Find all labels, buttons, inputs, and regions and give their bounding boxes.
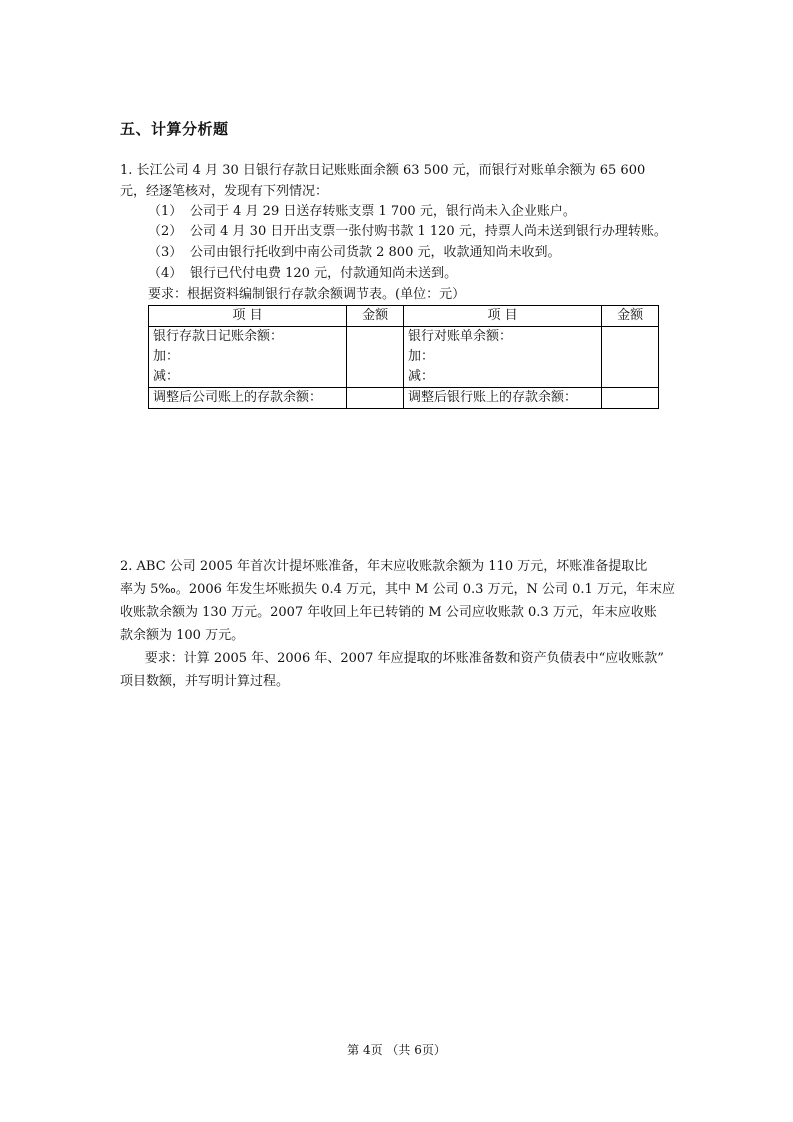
item-text: 银行已代付电费 120 元，付款通知尚未送到。 [190, 266, 458, 281]
table-header-cell: 项 目 [149, 306, 347, 327]
question-2 [120, 555, 675, 693]
item-text: 公司由银行托收到中南公司货款 2 800 元，收款通知尚未收到。 [190, 245, 561, 260]
item-text: 公司于 4 月 29 日送存转账支票 1 700 元，银行尚未入企业账户。 [190, 204, 576, 219]
item-number: （3） [148, 245, 183, 260]
question-2-line: 要求：计算 2005 年、2006 年、2007 年应提取的坏账准备数和资产负债表中“应收账款” [120, 651, 664, 666]
question-2-line: 款余额为 100 万元。 [120, 628, 245, 643]
question-1-requirement: 要求：根据资料编制银行存款余额调节表。(单位：元） [148, 287, 466, 302]
bank-reconciliation-table [148, 305, 659, 409]
cell-line: 加： [407, 349, 434, 364]
question-2-line: 收账款余额为 130 万元。2007 年收回上年已转销的 M 公司应收账款 0.3 万元，年末应收账 [120, 605, 657, 620]
item-text: 公司 4 月 30 日开出支票一张付购书款 1 120 元，持票人尚未送到银行办理转账。 [190, 224, 667, 239]
question-2-line: 项目数额，并写明计算过程。 [120, 674, 290, 689]
page-footer: 第 4页 （共 6页） [347, 1043, 446, 1057]
table-cell-amount [347, 388, 404, 409]
question-1-intro-line-1: 1. 长江公司 4 月 30 日银行存款日记账账面余额 63 500 元，而银行对账单余额为 65 600 [120, 163, 646, 178]
table-row [149, 327, 659, 388]
question-2-line: 率为 5‰。2006 年发生坏账损失 0.4 万元，其中 M 公司 0.3 万元，N 公司 0.1 万元，年末应 [120, 582, 675, 597]
cell-line: 银行存款日记账余额： [153, 329, 284, 344]
cell-line: 减： [153, 369, 180, 384]
table-cell-bank-side [403, 327, 601, 388]
table-header-row [149, 306, 659, 327]
table-cell-amount [347, 327, 404, 388]
section-title: 五、计算分析题 [120, 120, 229, 138]
item-number: （2） [148, 224, 183, 239]
question-1-item [148, 202, 576, 222]
table-header-cell: 金额 [347, 306, 404, 327]
cell-line: 加： [153, 349, 180, 364]
table-cell-amount [602, 388, 659, 409]
table-header-cell: 项 目 [403, 306, 601, 327]
question-1-item [148, 264, 457, 284]
question-1-item [148, 222, 667, 242]
cell-line: 减： [407, 369, 434, 384]
table-cell-bank-total: 调整后银行账上的存款余额： [403, 388, 601, 409]
table-header-cell: 金额 [602, 306, 659, 327]
item-number: （4） [148, 266, 183, 281]
table-cell-company-side [149, 327, 347, 388]
question-1-item [148, 243, 560, 263]
question-1-intro-line-2: 元，经逐笔核对，发现有下列情况： [120, 184, 329, 199]
table-row [149, 388, 659, 409]
cell-line: 银行对账单余额： [407, 329, 512, 344]
table-cell-amount [602, 327, 659, 388]
item-number: （1） [148, 204, 183, 219]
table-cell-company-total: 调整后公司账上的存款余额： [149, 388, 347, 409]
question-2-line: 2. ABC 公司 2005 年首次计提坏账准备，年末应收账款余额为 110 万元，坏账准备提取比 [120, 559, 648, 574]
